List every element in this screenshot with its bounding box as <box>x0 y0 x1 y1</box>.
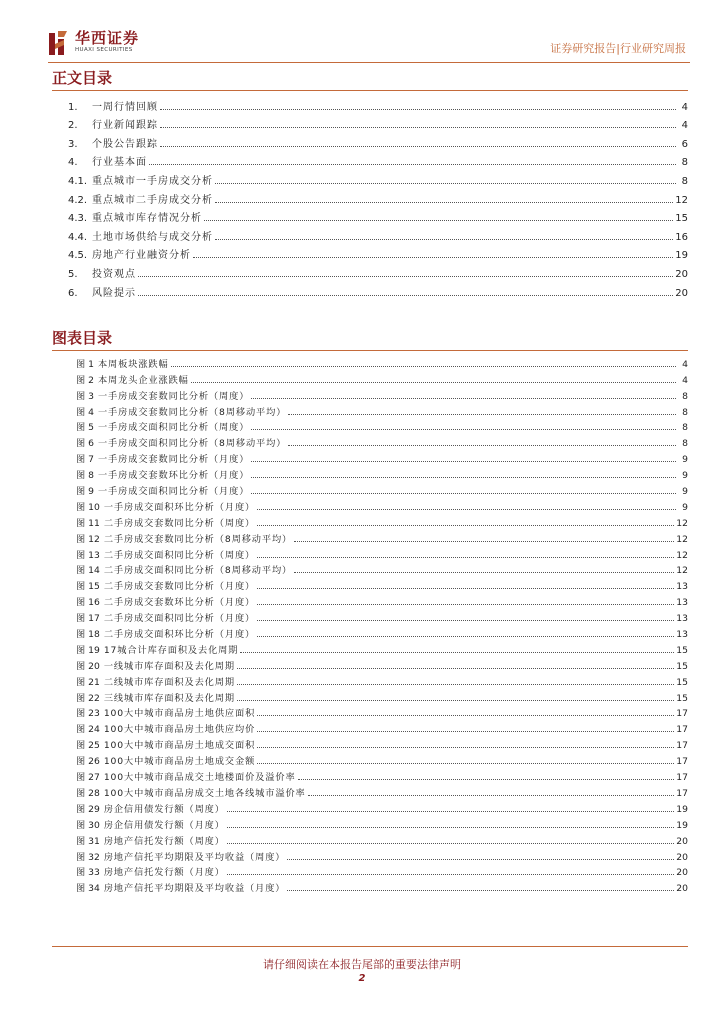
toc-entry[interactable] <box>68 261 688 280</box>
entry-title: 重点城市一手房成交分析 <box>92 175 213 187</box>
entry-page: 19 <box>676 803 688 815</box>
figure-entry[interactable] <box>76 751 688 767</box>
entry-page: 20 <box>676 867 688 879</box>
entry-page: 4 <box>681 101 688 113</box>
entry-page: 20 <box>676 883 688 895</box>
entry-page: 17 <box>676 740 688 752</box>
entry-page: 19 <box>675 250 688 262</box>
figure-entry[interactable] <box>76 386 688 402</box>
entry-number: 图 29 <box>76 803 100 815</box>
entry-number: 图 5 <box>76 422 94 434</box>
page-header <box>48 30 690 64</box>
logo-name-cn: 华西证券 <box>75 29 140 47</box>
entry-number: 图 3 <box>76 390 94 402</box>
entry-title: 三线城市库存面积及去化周期 <box>103 692 235 704</box>
dot-leader <box>308 795 675 796</box>
entry-number: 图 11 <box>76 517 100 529</box>
entry-number: 4.1. <box>68 175 88 187</box>
entry-title: 行业新闻跟踪 <box>92 120 158 132</box>
entry-title: 一手房成交面积同比分析（月度） <box>97 486 250 498</box>
entry-number: 图 22 <box>76 692 100 704</box>
entry-page: 17 <box>676 772 688 784</box>
dot-leader <box>138 295 673 296</box>
entry-title: 17城合计库存面积及去化周期 <box>103 644 239 656</box>
toc-entry[interactable] <box>68 280 688 299</box>
dot-leader <box>257 557 674 558</box>
dot-leader <box>204 220 673 221</box>
logo-name-en: HUAXI SECURITIES <box>75 47 133 53</box>
dot-leader <box>160 109 676 110</box>
entry-number: 图 6 <box>76 438 94 450</box>
entry-page: 16 <box>675 231 688 243</box>
entry-title: 房地产行业融资分析 <box>92 250 191 262</box>
dot-leader <box>215 239 673 240</box>
entry-title: 土地市场供给与成交分析 <box>92 231 213 243</box>
figures-title: 图表目录 <box>52 328 688 351</box>
dot-leader <box>287 859 674 860</box>
dot-leader <box>160 127 676 128</box>
figure-entry[interactable] <box>76 529 688 545</box>
figure-entry[interactable] <box>76 624 688 640</box>
figures-list <box>76 354 688 894</box>
figure-entry[interactable] <box>76 688 688 704</box>
entry-title: 房地产信托发行额（周度） <box>103 835 225 847</box>
entry-title: 二线城市库存面积及去化周期 <box>103 676 235 688</box>
dot-leader <box>257 763 674 764</box>
entry-title: 房企信用债发行额（周度） <box>103 803 225 815</box>
entry-page: 15 <box>676 692 688 704</box>
toc-entry[interactable] <box>68 206 688 225</box>
dot-leader <box>294 572 674 573</box>
entry-title: 二手房成交套数同比分析（月度） <box>103 581 256 593</box>
figure-entry[interactable] <box>76 592 688 608</box>
entry-number: 图 9 <box>76 486 94 498</box>
entry-number: 图 24 <box>76 724 100 736</box>
entry-number: 4.3. <box>68 213 88 225</box>
entry-page: 13 <box>676 629 688 641</box>
dot-leader <box>257 525 674 526</box>
dot-leader <box>193 257 673 258</box>
figure-entry[interactable] <box>76 497 688 513</box>
dot-leader <box>257 731 674 732</box>
entry-number: 图 30 <box>76 819 100 831</box>
entry-title: 投资观点 <box>92 268 136 280</box>
entry-number: 图 28 <box>76 787 100 799</box>
entry-number: 图 27 <box>76 772 100 784</box>
entry-number: 图 10 <box>76 501 100 513</box>
figure-entry[interactable] <box>76 735 688 751</box>
entry-title: 个股公告跟踪 <box>92 138 158 150</box>
entry-page: 9 <box>682 486 688 498</box>
dot-leader <box>257 604 674 605</box>
entry-page: 15 <box>675 213 688 225</box>
figure-entry[interactable] <box>76 672 688 688</box>
figure-entry[interactable] <box>76 815 688 831</box>
dot-leader <box>287 890 674 891</box>
entry-page: 4 <box>681 120 688 132</box>
entry-title: 二手房成交套数同比分析（8周移动平均） <box>103 533 293 545</box>
dot-leader <box>215 183 676 184</box>
dot-leader <box>288 445 676 446</box>
figure-entry[interactable] <box>76 847 688 863</box>
entry-title: 一手房成交面积环比分析（月度） <box>103 501 256 513</box>
dot-leader <box>227 874 674 875</box>
figure-entry[interactable] <box>76 545 688 561</box>
entry-number: 图 2 <box>76 374 94 386</box>
entry-number: 图 14 <box>76 565 100 577</box>
entry-number: 6. <box>68 287 78 299</box>
dot-leader <box>237 668 674 669</box>
legal-notice: 请仔细阅读在本报告尾部的重要法律声明 <box>263 958 461 971</box>
dot-leader <box>251 477 676 478</box>
entry-number: 图 7 <box>76 454 94 466</box>
entry-page: 20 <box>676 835 688 847</box>
entry-title: 本周板块涨跌幅 <box>97 358 169 370</box>
figure-entry[interactable] <box>76 608 688 624</box>
dot-leader <box>160 146 676 147</box>
entry-number: 4.2. <box>68 194 88 206</box>
entry-page: 12 <box>675 194 688 206</box>
entry-title: 100大中城市商品房土地成交面积 <box>103 740 256 752</box>
entry-number: 图 1 <box>76 358 94 370</box>
dot-leader <box>149 164 676 165</box>
entry-number: 图 8 <box>76 470 94 482</box>
entry-number: 图 12 <box>76 533 100 545</box>
entry-title: 二手房成交套数同比分析（周度） <box>103 517 256 529</box>
company-logo <box>48 30 139 56</box>
dot-leader <box>215 202 673 203</box>
figure-entry[interactable] <box>76 783 688 799</box>
entry-title: 一周行情回顾 <box>92 101 158 113</box>
entry-title: 一手房成交套数同比分析（周度） <box>97 390 250 402</box>
entry-page: 8 <box>682 406 688 418</box>
entry-page: 13 <box>676 613 688 625</box>
entry-number: 图 31 <box>76 835 100 847</box>
figure-entry[interactable] <box>76 370 688 386</box>
dot-leader <box>138 276 673 277</box>
dot-leader <box>227 827 674 828</box>
entry-page: 9 <box>682 454 688 466</box>
entry-page: 15 <box>676 644 688 656</box>
figure-entry[interactable] <box>76 465 688 481</box>
entry-number: 图 25 <box>76 740 100 752</box>
entry-number: 4. <box>68 157 78 169</box>
entry-title: 房企信用债发行额（月度） <box>103 819 225 831</box>
entry-page: 8 <box>681 175 688 187</box>
entry-title: 二手房成交面积同比分析（周度） <box>103 549 256 561</box>
entry-number: 3. <box>68 138 78 150</box>
entry-number: 图 19 <box>76 644 100 656</box>
report-type: 证券研究报告|行业研究周报 <box>550 42 686 55</box>
entry-title: 二手房成交套数环比分析（月度） <box>103 597 256 609</box>
entry-page: 19 <box>676 819 688 831</box>
entry-title: 一手房成交面积同比分析（周度） <box>97 422 250 434</box>
entry-title: 100大中城市商品成交土地楼面价及溢价率 <box>103 772 296 784</box>
entry-page: 6 <box>681 138 688 150</box>
figure-entry[interactable] <box>76 767 688 783</box>
dot-leader <box>191 382 676 383</box>
entry-page: 17 <box>676 787 688 799</box>
figure-entry[interactable] <box>76 576 688 592</box>
entry-number: 图 13 <box>76 549 100 561</box>
entry-page: 13 <box>676 597 688 609</box>
entry-number: 4.5. <box>68 250 88 262</box>
entry-title: 行业基本面 <box>92 157 147 169</box>
entry-title: 一手房成交套数环比分析（月度） <box>97 470 250 482</box>
entry-title: 一手房成交套数同比分析（8周移动平均） <box>97 406 287 418</box>
entry-title: 100大中城市商品房成交土地各线城市溢价率 <box>103 787 306 799</box>
entry-number: 图 4 <box>76 406 94 418</box>
entry-title: 一手房成交面积同比分析（8周移动平均） <box>97 438 287 450</box>
entry-page: 12 <box>676 517 688 529</box>
entry-number: 图 32 <box>76 851 100 863</box>
entry-number: 4.4. <box>68 231 88 243</box>
entry-page: 9 <box>682 470 688 482</box>
entry-number: 2. <box>68 120 78 132</box>
entry-page: 8 <box>682 390 688 402</box>
entry-page: 12 <box>676 549 688 561</box>
entry-page: 17 <box>676 708 688 720</box>
dot-leader <box>251 461 676 462</box>
toc-entry[interactable] <box>68 224 688 243</box>
entry-number: 1. <box>68 101 78 113</box>
entry-page: 4 <box>682 374 688 386</box>
entry-page: 8 <box>682 438 688 450</box>
dot-leader <box>171 366 676 367</box>
dot-leader <box>257 620 674 621</box>
dot-leader <box>257 747 674 748</box>
figure-entry[interactable] <box>76 561 688 577</box>
entry-title: 重点城市二手房成交分析 <box>92 194 213 206</box>
entry-page: 12 <box>676 565 688 577</box>
entry-title: 房地产信托发行额（月度） <box>103 867 225 879</box>
entry-title: 本周龙头企业涨跌幅 <box>97 374 189 386</box>
dot-leader <box>288 414 676 415</box>
dot-leader <box>240 652 674 653</box>
dot-leader <box>298 779 675 780</box>
dot-leader <box>257 636 674 637</box>
entry-title: 二手房成交面积同比分析（月度） <box>103 613 256 625</box>
figure-entry[interactable] <box>76 831 688 847</box>
toc-entry[interactable] <box>68 131 688 150</box>
figure-entry[interactable] <box>76 418 688 434</box>
header-divider <box>48 62 690 63</box>
entry-number: 图 23 <box>76 708 100 720</box>
figure-entry[interactable] <box>76 704 688 720</box>
dot-leader <box>227 843 674 844</box>
entry-page: 20 <box>676 851 688 863</box>
entry-title: 100大中城市商品房土地供应均价 <box>103 724 256 736</box>
figure-entry[interactable] <box>76 354 688 370</box>
dot-leader <box>251 429 676 430</box>
dot-leader <box>294 541 674 542</box>
dot-leader <box>257 588 674 589</box>
toc-entry[interactable] <box>68 187 688 206</box>
huaxi-logo-icon <box>48 30 70 56</box>
entry-page: 15 <box>676 676 688 688</box>
entry-page: 20 <box>675 268 688 280</box>
dot-leader <box>237 684 674 685</box>
entry-title: 二手房成交面积同比分析（8周移动平均） <box>103 565 293 577</box>
entry-page: 9 <box>682 501 688 513</box>
figure-entry[interactable] <box>76 449 688 465</box>
toc-entry[interactable] <box>68 150 688 169</box>
toc-entry[interactable] <box>68 168 688 187</box>
entry-number: 图 26 <box>76 756 100 768</box>
entry-page: 8 <box>681 157 688 169</box>
entry-title: 重点城市库存情况分析 <box>92 213 202 225</box>
figure-entry[interactable] <box>76 402 688 418</box>
dot-leader <box>251 493 676 494</box>
entry-page: 8 <box>682 422 688 434</box>
entry-number: 图 20 <box>76 660 100 672</box>
entry-number: 5. <box>68 268 78 280</box>
entry-number: 图 33 <box>76 867 100 879</box>
entry-title: 一线城市库存面积及去化周期 <box>103 660 235 672</box>
figure-entry[interactable] <box>76 640 688 656</box>
entry-title: 100大中城市商品房土地成交金额 <box>103 756 256 768</box>
figure-entry[interactable] <box>76 878 688 894</box>
figure-entry[interactable] <box>76 481 688 497</box>
entry-title: 房地产信托平均期限及平均收益（周度） <box>103 851 286 863</box>
toc-entry[interactable] <box>68 113 688 132</box>
dot-leader <box>227 811 674 812</box>
entry-title: 一手房成交套数同比分析（月度） <box>97 454 250 466</box>
entry-page: 13 <box>676 581 688 593</box>
dot-leader <box>251 398 676 399</box>
entry-title: 二手房成交面积环比分析（月度） <box>103 629 256 641</box>
entry-page: 17 <box>676 724 688 736</box>
entry-page: 4 <box>682 358 688 370</box>
entry-number: 图 17 <box>76 613 100 625</box>
figure-entry[interactable] <box>76 799 688 815</box>
figure-entry[interactable] <box>76 719 688 735</box>
entry-title: 风险提示 <box>92 287 136 299</box>
entry-number: 图 15 <box>76 581 100 593</box>
entry-title: 100大中城市商品房土地供应面积 <box>103 708 256 720</box>
toc-entry[interactable] <box>68 94 688 113</box>
entry-number: 图 34 <box>76 883 100 895</box>
entry-number: 图 16 <box>76 597 100 609</box>
footer-divider <box>52 946 688 947</box>
toc-title: 正文目录 <box>52 68 688 91</box>
figure-entry[interactable] <box>76 513 688 529</box>
dot-leader <box>237 700 674 701</box>
entry-page: 15 <box>676 660 688 672</box>
figure-entry[interactable] <box>76 656 688 672</box>
entry-page: 12 <box>676 533 688 545</box>
entry-page: 17 <box>676 756 688 768</box>
entry-title: 房地产信托平均期限及平均收益（月度） <box>103 883 286 895</box>
entry-page: 20 <box>675 287 688 299</box>
figure-entry[interactable] <box>76 433 688 449</box>
figure-entry[interactable] <box>76 863 688 879</box>
entry-number: 图 21 <box>76 676 100 688</box>
dot-leader <box>257 715 674 716</box>
page-number: 2 <box>358 973 366 984</box>
dot-leader <box>257 509 676 510</box>
entry-number: 图 18 <box>76 629 100 641</box>
toc-entry[interactable] <box>68 243 688 262</box>
toc-list <box>68 94 688 299</box>
